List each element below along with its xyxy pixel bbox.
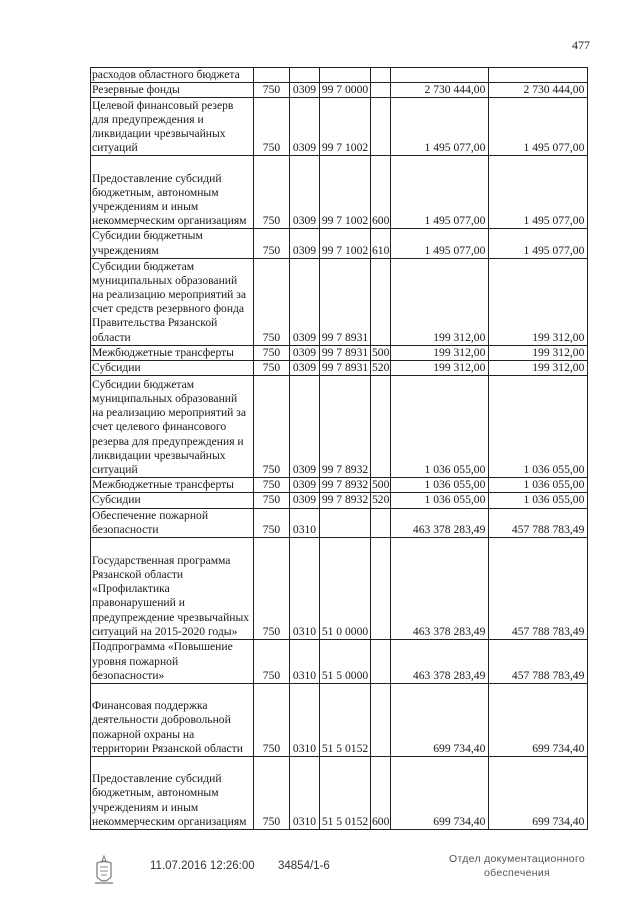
cell-section: 0310 bbox=[290, 640, 320, 684]
table-row bbox=[91, 684, 588, 757]
cell-section: 0309 bbox=[290, 229, 320, 258]
cell-ministry: 750 bbox=[254, 156, 290, 229]
cell-sum-year1: 463 378 283,49 bbox=[391, 640, 489, 684]
table-row bbox=[91, 640, 588, 684]
cell-type bbox=[371, 376, 391, 478]
cell-type bbox=[371, 508, 391, 537]
cell-article bbox=[320, 68, 371, 83]
cell-sum-year1 bbox=[391, 68, 489, 83]
table-row bbox=[91, 538, 588, 640]
table-row bbox=[91, 68, 588, 83]
table-row bbox=[91, 376, 588, 478]
cell-ministry: 750 bbox=[254, 258, 290, 345]
cell-article: 99 7 8932 bbox=[320, 478, 371, 493]
cell-sum-year1: 199 312,00 bbox=[391, 345, 489, 360]
cell-sum-year1: 199 312,00 bbox=[391, 258, 489, 345]
cell-name: Субсидии бюджетам муниципальных образований на реализацию мероприятий за счет целевого финансового резерва для предупреждения и ликвидации чрезвычайных ситуаций bbox=[91, 376, 254, 478]
cell-name: Субсидии bbox=[91, 493, 254, 508]
cell-name: Резервные фонды bbox=[91, 83, 254, 98]
table-row bbox=[91, 83, 588, 98]
cell-ministry: 750 bbox=[254, 508, 290, 537]
cell-ministry: 750 bbox=[254, 684, 290, 757]
cell-sum-year1: 1 036 055,00 bbox=[391, 376, 489, 478]
table-row bbox=[91, 345, 588, 360]
page-number: 477 bbox=[572, 38, 590, 52]
table-row bbox=[91, 757, 588, 830]
cell-article: 51 5 0000 bbox=[320, 640, 371, 684]
cell-sum-year2: 699 734,40 bbox=[489, 684, 588, 757]
cell-ministry: 750 bbox=[254, 83, 290, 98]
cell-ministry: 750 bbox=[254, 538, 290, 640]
cell-type: 600 bbox=[371, 757, 391, 830]
cell-ministry: 750 bbox=[254, 376, 290, 478]
table-row bbox=[91, 508, 588, 537]
cell-sum-year2: 457 788 783,49 bbox=[489, 508, 588, 537]
cell-name: Целевой финансовый резерв для предупреждения и ликвидации чрезвычайных ситуаций bbox=[91, 98, 254, 156]
cell-section: 0309 bbox=[290, 258, 320, 345]
cell-sum-year2: 1 036 055,00 bbox=[489, 493, 588, 508]
cell-sum-year2: 1 495 077,00 bbox=[489, 156, 588, 229]
document-number: 34854/1-6 bbox=[278, 860, 330, 872]
cell-sum-year2: 457 788 783,49 bbox=[489, 640, 588, 684]
cell-section: 0309 bbox=[290, 156, 320, 229]
cell-sum-year2: 199 312,00 bbox=[489, 345, 588, 360]
cell-sum-year2: 699 734,40 bbox=[489, 757, 588, 830]
cell-type bbox=[371, 538, 391, 640]
cell-name: Финансовая поддержка деятельности добровольной пожарной охраны на территории Рязанской области bbox=[91, 684, 254, 757]
cell-name: Предоставление субсидий бюджетным, автономным учреждениям и иным некоммерческим организациям bbox=[91, 156, 254, 229]
cell-article: 99 7 1002 bbox=[320, 98, 371, 156]
cell-ministry: 750 bbox=[254, 229, 290, 258]
cell-article bbox=[320, 508, 371, 537]
cell-type: 600 bbox=[371, 156, 391, 229]
cell-article: 51 0 0000 bbox=[320, 538, 371, 640]
cell-sum-year2: 1 495 077,00 bbox=[489, 229, 588, 258]
cell-type: 500 bbox=[372, 478, 390, 492]
cell-ministry: 750 bbox=[254, 757, 290, 830]
cell-ministry: 750 bbox=[254, 640, 290, 684]
print-timestamp: 11.07.2016 12:26:00 bbox=[150, 860, 255, 872]
cell-section: 0309 bbox=[290, 493, 320, 508]
table-row bbox=[91, 258, 588, 345]
cell-name: Субсидии бюджетам муниципальных образований на реализацию мероприятий за счет средств резервного фонда Правительства Рязанской области bbox=[91, 258, 254, 345]
cell-name: расходов областного бюджета bbox=[91, 68, 254, 83]
cell-section: 0309 bbox=[290, 345, 320, 360]
cell-section bbox=[290, 68, 320, 83]
cell-section: 0309 bbox=[290, 478, 320, 493]
cell-type bbox=[371, 98, 391, 156]
cell-sum-year2: 1 036 055,00 bbox=[489, 478, 588, 493]
table-row bbox=[91, 478, 588, 493]
cell-sum-year1: 1 036 055,00 bbox=[391, 493, 489, 508]
cell-name: Обеспечение пожарной безопасности bbox=[91, 508, 254, 537]
cell-section: 0310 bbox=[290, 538, 320, 640]
cell-sum-year1: 463 378 283,49 bbox=[391, 538, 489, 640]
cell-name: Подпрограмма «Повышение уровня пожарной безопасности» bbox=[91, 640, 254, 684]
cell-article: 99 7 8931 bbox=[320, 361, 371, 376]
cell-article: 99 7 1002 bbox=[320, 229, 371, 258]
cell-sum-year1: 199 312,00 bbox=[391, 361, 489, 376]
cell-type: 500 bbox=[372, 345, 390, 359]
cell-article: 99 7 8931 bbox=[320, 345, 371, 360]
cell-ministry: 750 bbox=[254, 478, 290, 493]
stamp-line-1: Отдел документационного bbox=[449, 853, 585, 865]
cell-sum-year1: 1 495 077,00 bbox=[391, 156, 489, 229]
cell-sum-year2: 457 788 783,49 bbox=[489, 538, 588, 640]
table-row bbox=[91, 98, 588, 156]
cell-name: Межбюджетные трансферты bbox=[91, 345, 254, 360]
cell-sum-year1: 1 495 077,00 bbox=[391, 229, 489, 258]
cell-section: 0309 bbox=[290, 83, 320, 98]
cell-sum-year2: 199 312,00 bbox=[489, 258, 588, 345]
cell-sum-year1: 1 495 077,00 bbox=[391, 98, 489, 156]
cell-type bbox=[371, 640, 391, 684]
cell-name: Субсидии bbox=[91, 361, 254, 376]
cell-type: 610 bbox=[371, 229, 391, 258]
table-body bbox=[91, 68, 588, 830]
cell-name: Предоставление субсидий бюджетным, автономным учреждениям и иным некоммерческим организациям bbox=[91, 757, 254, 830]
cell-sum-year2: 199 312,00 bbox=[489, 361, 588, 376]
cell-sum-year1: 463 378 283,49 bbox=[391, 508, 489, 537]
stamp-line-2: обеспечения bbox=[484, 867, 550, 879]
cell-name: Государственная программа Рязанской области «Профилактика правонарушений и предупреждение чрезвычайных ситуаций на 2015-2020 годы» bbox=[91, 538, 254, 640]
cell-article: 99 7 8932 bbox=[320, 493, 371, 508]
budget-table bbox=[90, 67, 588, 830]
cell-ministry: 750 bbox=[254, 345, 290, 360]
cell-section: 0309 bbox=[290, 361, 320, 376]
coat-of-arms-icon bbox=[92, 853, 116, 887]
cell-article: 99 7 8931 bbox=[320, 258, 371, 345]
cell-article: 99 7 0000 bbox=[320, 83, 371, 98]
cell-type bbox=[371, 258, 391, 345]
cell-section: 0309 bbox=[290, 376, 320, 478]
cell-sum-year1: 1 036 055,00 bbox=[391, 478, 489, 493]
cell-type bbox=[371, 83, 391, 98]
cell-sum-year2: 1 495 077,00 bbox=[489, 98, 588, 156]
table-row bbox=[91, 156, 588, 229]
cell-name: Субсидии бюджетным учреждениям bbox=[91, 229, 254, 258]
cell-ministry: 750 bbox=[254, 361, 290, 376]
cell-sum-year1: 699 734,40 bbox=[391, 757, 489, 830]
table-row bbox=[91, 229, 588, 258]
cell-type: 520 bbox=[372, 361, 390, 375]
cell-ministry: 750 bbox=[254, 98, 290, 156]
cell-article: 51 5 0152 bbox=[320, 757, 371, 830]
table-row bbox=[91, 361, 588, 376]
cell-section: 0310 bbox=[290, 684, 320, 757]
table-row bbox=[91, 493, 588, 508]
cell-section: 0310 bbox=[290, 757, 320, 830]
cell-name: Межбюджетные трансферты bbox=[91, 478, 254, 493]
cell-sum-year1: 2 730 444,00 bbox=[391, 83, 489, 98]
cell-type bbox=[371, 68, 391, 83]
cell-section: 0309 bbox=[290, 98, 320, 156]
cell-section: 0310 bbox=[290, 508, 320, 537]
cell-article: 99 7 1002 bbox=[320, 156, 371, 229]
cell-article: 51 5 0152 bbox=[320, 684, 371, 757]
cell-type: 520 bbox=[372, 493, 390, 507]
cell-sum-year2: 1 036 055,00 bbox=[489, 376, 588, 478]
department-stamp bbox=[432, 852, 602, 880]
cell-sum-year1: 699 734,40 bbox=[391, 684, 489, 757]
cell-sum-year2: 2 730 444,00 bbox=[489, 83, 588, 98]
cell-ministry bbox=[254, 68, 290, 83]
cell-sum-year2 bbox=[489, 68, 588, 83]
cell-article: 99 7 8932 bbox=[320, 376, 371, 478]
cell-type bbox=[371, 684, 391, 757]
cell-ministry: 750 bbox=[254, 493, 290, 508]
